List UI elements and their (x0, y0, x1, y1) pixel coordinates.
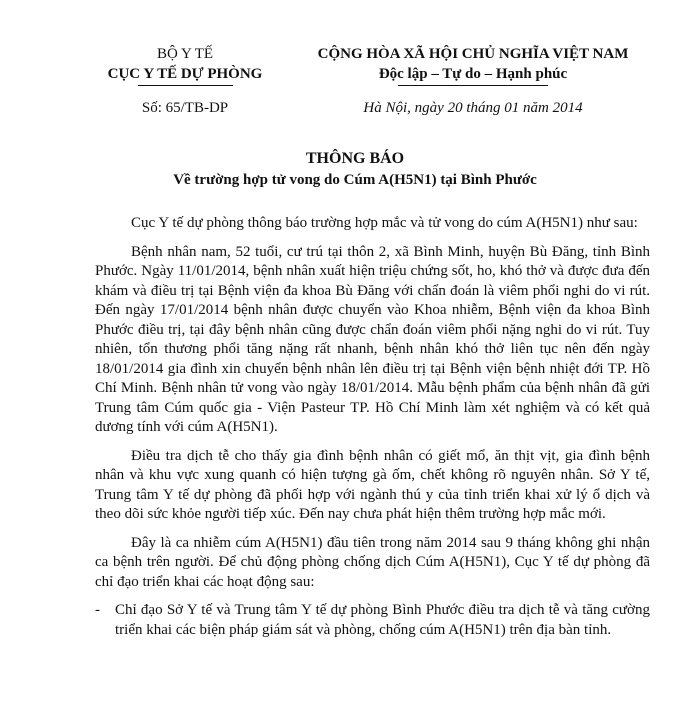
national-header (276, 44, 670, 118)
body-paragraph: Điều tra dịch tễ cho thấy gia đình bệnh nhân có giết mổ, ăn thịt vịt, gia đình bệnh nhân và khu vực xung quanh có hiện tượng gà ốm, chết không rõ nguyên nhân. Sở Y tế, Trung tâm Y tế dự phòng đã phối hợp với ngành thú y của tỉnh triển khai xử lý ổ dịch và theo dõi sức khỏe người tiếp xúc. Đến nay chưa phát hiện thêm trường hợp mắc mới. (95, 447, 650, 522)
list-dash: - (95, 602, 100, 618)
national-motto: Độc lập – Tự do – Hạnh phúc (378, 66, 568, 82)
department-name: CỤC Y TẾ DỰ PHÒNG (107, 66, 263, 82)
body-paragraph: Bệnh nhân nam, 52 tuổi, cư trú tại thôn 2, xã Bình Minh, huyện Bù Đăng, tỉnh Bình Phước. Ngày 11/01/2014, bệnh nhân xuất hiện triệu chứng sốt, ho, khó thở và được đưa đến khám và điều trị tại Bệnh viện đa khoa Bù Đăng với chẩn đoán là viêm phổi nghi do vi rút. Đến ngày 17/01/2014 bệnh nhân được chuyển vào Khoa nhiễm, Bệnh viện đa khoa Bình Phước điều trị, tại đây bệnh nhân cũng được chẩn đoán viêm phổi nặng nghi do vi rút. Tuy nhiên, tổn thương phổi tăng nặng rất nhanh, bệnh nhân khó thở liên tục nên đến ngày 18/01/2014 gia đình xin chuyển bệnh nhân lên điều trị tại Bệnh viện bệnh nhiệt đới TP. Hồ Chí Minh. Bệnh nhân tử vong vào ngày 18/01/2014. Mẫu bệnh phẩm của bệnh nhân đã gửi Trung tâm Cúm quốc gia - Viện Pasteur TP. Hồ Chí Minh làm xét nghiệm và có kết quả dương tính với cúm A(H5N1). (95, 243, 650, 435)
list-item (95, 601, 650, 640)
country-name: CỘNG HÒA XÃ HỘI CHỦ NGHĨA VIỆT NAM (317, 46, 629, 62)
document-title: THÔNG BÁO (305, 150, 405, 167)
department-underline (138, 85, 233, 86)
document-subtitle: Về trường hợp tử vong do Cúm A(H5N1) tại Bình Phước (173, 172, 537, 188)
body-paragraph: Cục Y tế dự phòng thông báo trường hợp mắc và tử vong do cúm A(H5N1) như sau: (131, 215, 638, 231)
action-list (95, 601, 650, 640)
body-paragraph: Đây là ca nhiễm cúm A(H5N1) đầu tiên trong năm 2014 sau 9 tháng không ghi nhận ca bệnh trên người. Để chủ động phòng chống dịch Cúm A(H5N1), Cục Y tế dự phòng đã chỉ đạo triển khai các hoạt động sau: (95, 534, 650, 590)
ministry-name: BỘ Y TẾ (156, 46, 214, 62)
title-block (60, 148, 650, 190)
document-number: Số: 65/TB-DP (141, 100, 229, 116)
document-body (95, 214, 650, 640)
motto-underline (398, 85, 548, 86)
issuer-block (60, 44, 310, 118)
list-item-text: Chỉ đạo Sở Y tế và Trung tâm Y tế dự phòng Bình Phước điều tra dịch tễ và tăng cường triển khai các biện pháp giám sát và phòng, chống cúm A(H5N1) trên địa bàn tỉnh. (115, 602, 650, 638)
date-line: Hà Nội, ngày 20 tháng 01 năm 2014 (363, 100, 583, 116)
